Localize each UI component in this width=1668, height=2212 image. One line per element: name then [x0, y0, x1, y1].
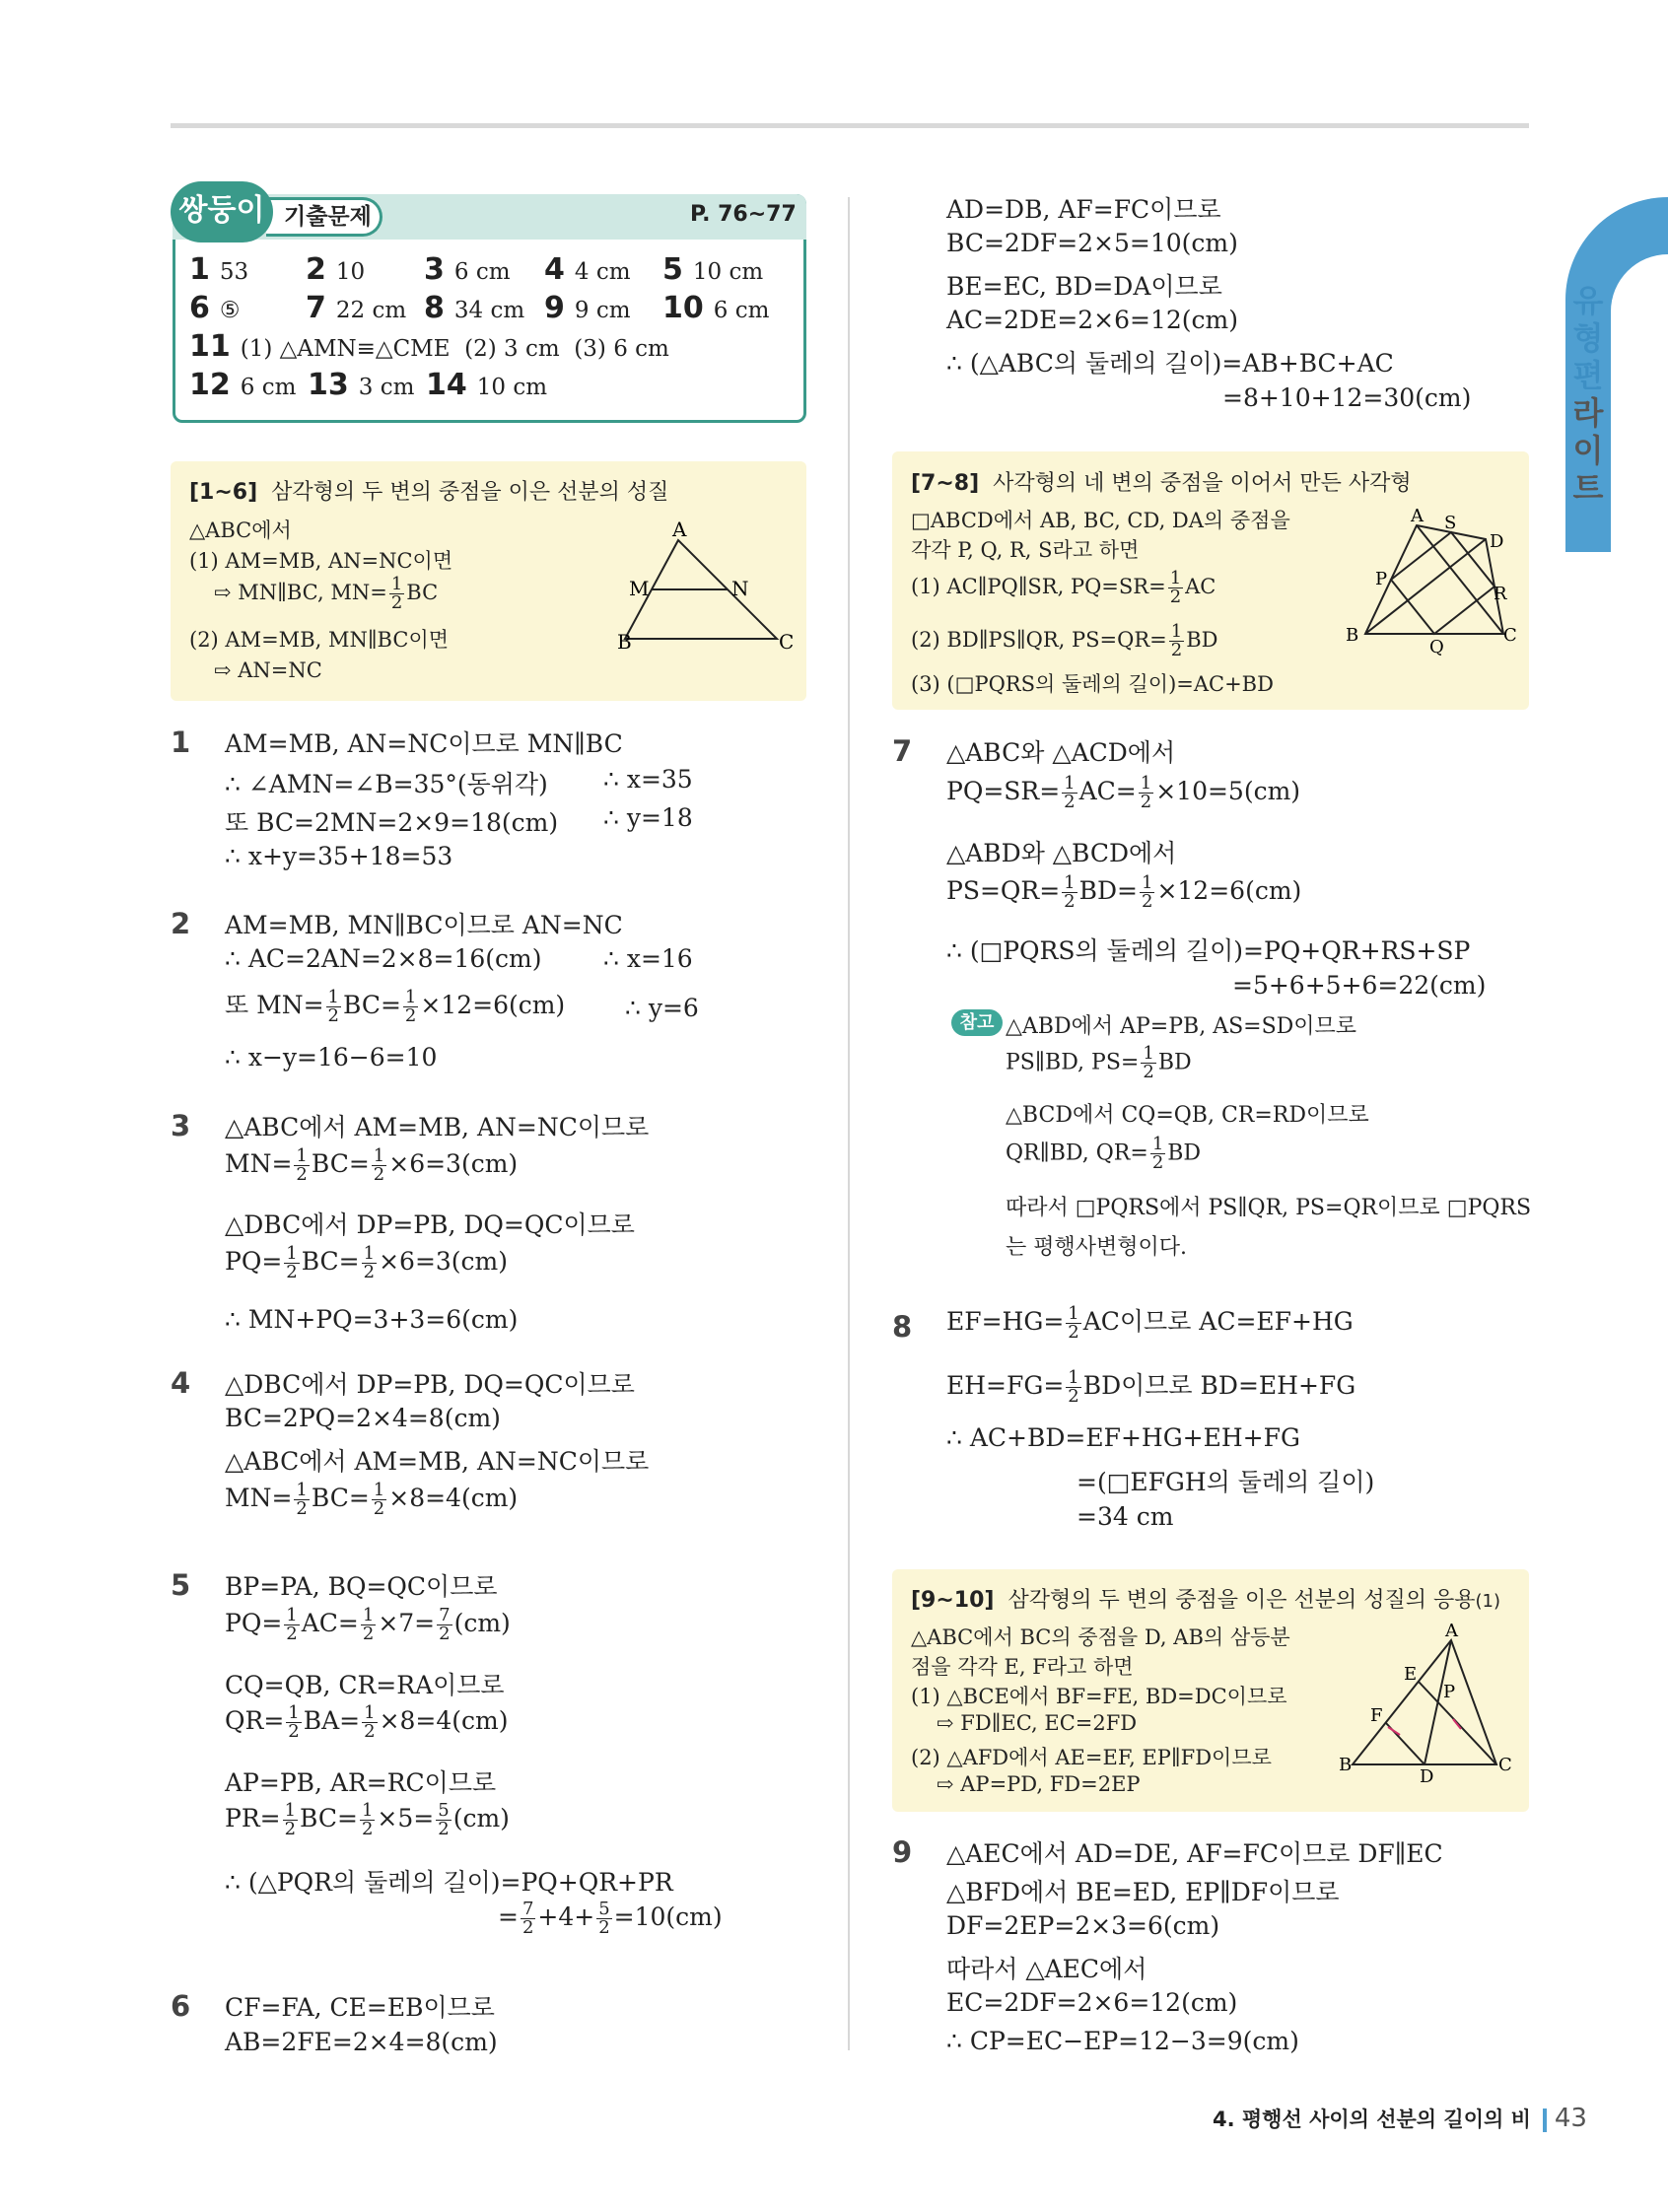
svg-text:Q: Q — [1429, 637, 1444, 657]
concept-line: ⇨ MN∥BC, MN= $\frac{1}{2}$ BC — [214, 574, 439, 613]
solution-line: △AEC에서 AD=DE, AF=FC이므로 DF∥EC — [946, 1839, 1443, 1868]
answer-row: 1 53 2 10 3 6 cm 4 4 cm 5 10 cm — [189, 252, 764, 287]
badge-label: 기출문제 — [266, 197, 382, 237]
answer-row: 12 6 cm 13 3 cm 14 10 cm — [189, 368, 548, 402]
svg-text:A: A — [1445, 1621, 1458, 1641]
svg-text:B: B — [1339, 1755, 1353, 1775]
concept-line: (1) AC∥PQ∥SR, PQ=SR= $\frac{1}{2}$ AC — [911, 568, 1216, 607]
page-range: P. 76~77 — [690, 202, 797, 227]
concept-line: 점을 각각 E, F라고 하면 — [911, 1655, 1134, 1679]
note-line: QR∥BD, QR= $\frac{1}{2}$ BD — [1006, 1134, 1202, 1173]
solution-line: PQ= $\frac{1}{2}$ AC= $\frac{1}{2}$ ×7= $\frac{7}{2}$ (cm) — [225, 1605, 511, 1644]
solution-line: △DBC에서 DP=PB, DQ=QC이므로 — [225, 1210, 635, 1239]
solution-line: DF=2EP=2×3=6(cm) — [946, 1911, 1220, 1940]
concept-line: (3) (□PQRS의 둘레의 길이)=AC+BD — [911, 672, 1274, 696]
answer-row: 6 ⑤ 7 22 cm 8 34 cm 9 9 cm 10 6 cm — [189, 291, 770, 325]
solution-line: ∴ x=35 — [603, 765, 693, 794]
solution-line: ∴ (△ABC의 둘레의 길이)=AB+BC+AC — [946, 349, 1394, 378]
svg-text:E: E — [1404, 1664, 1418, 1685]
problem-number: 6 — [171, 1989, 191, 2023]
note-line: △BCD에서 CQ=QB, CR=RD이므로 — [1006, 1103, 1369, 1128]
solution-line: △ABD와 △BCD에서 — [946, 839, 1177, 867]
solution-line: △ABC에서 AM=MB, AN=NC이므로 — [225, 1113, 650, 1141]
svg-text:A: A — [1411, 506, 1424, 526]
solution-line: PS=QR= $\frac{1}{2}$ BD= $\frac{1}{2}$ ×12=6(cm) — [946, 872, 1302, 912]
note-badge: 참고 — [951, 1009, 1003, 1036]
note-line: 는 평행사변형이다. — [1006, 1235, 1188, 1260]
solution-line: ∴ CP=EC−EP=12−3=9(cm) — [946, 2027, 1299, 2055]
solution-line: 또 MN= $\frac{1}{2}$ BC= $\frac{1}{2}$ ×12=6(cm) — [225, 987, 566, 1026]
solution-line: ∴ x=16 — [603, 944, 693, 973]
answer-row: 11 (1) △AMN≡△CME (2) 3 cm (3) 6 cm — [189, 329, 669, 364]
solution-line: BP=PA, BQ=QC이므로 — [225, 1572, 498, 1601]
solution-line: EC=2DF=2×6=12(cm) — [946, 1988, 1238, 2017]
svg-text:P: P — [1443, 1682, 1456, 1702]
svg-text:C: C — [1498, 1755, 1512, 1775]
pill-label: 쌍둥이 — [171, 181, 273, 242]
solution-line: AB=2FE=2×4=8(cm) — [225, 2028, 498, 2056]
svg-text:A: A — [672, 518, 687, 541]
top-rule — [171, 123, 1529, 128]
svg-text:S: S — [1444, 513, 1457, 533]
svg-text:D: D — [1490, 531, 1504, 552]
solution-line: MN= $\frac{1}{2}$ BC= $\frac{1}{2}$ ×6=3(cm) — [225, 1145, 519, 1185]
problem-number: 8 — [892, 1310, 913, 1344]
solution-line: AM=MB, AN=NC이므로 MN∥BC — [225, 729, 623, 758]
solution-line: = $\frac{7}{2}$ +4+ $\frac{5}{2}$ =10(cm) — [498, 1899, 723, 1938]
solution-line: ∴ (△PQR의 둘레의 길이)=PQ+QR+PR — [225, 1868, 673, 1897]
concept-line: ⇨ FD∥EC, EC=2FD — [937, 1711, 1138, 1735]
solution-line: BE=EC, BD=DA이므로 — [946, 272, 1222, 301]
concept-line: (1) △BCE에서 BF=FE, BD=DC이므로 — [911, 1685, 1287, 1708]
concept-line: △ABC에서 — [189, 518, 292, 542]
solution-line: ∴ y=6 — [625, 994, 699, 1022]
solution-line: 따라서 △AEC에서 — [946, 1955, 1147, 1983]
solution-line: MN= $\frac{1}{2}$ BC= $\frac{1}{2}$ ×8=4(cm) — [225, 1480, 519, 1519]
svg-text:D: D — [1420, 1766, 1434, 1787]
solution-line: QR= $\frac{1}{2}$ BA= $\frac{1}{2}$ ×8=4(cm) — [225, 1702, 509, 1742]
solution-line: ∴ y=18 — [603, 803, 693, 832]
concept-title: [9~10] 삼각형의 두 변의 중점을 이은 선분의 성질의 응용(1) — [911, 1588, 1500, 1613]
solution-line: =8+10+12=30(cm) — [1222, 383, 1472, 412]
page-footer — [1213, 2104, 1587, 2133]
triangle-figure-1 — [611, 513, 799, 660]
solution-line: ∴ AC=2AN=2×8=16(cm) — [225, 944, 542, 973]
svg-text:B: B — [1346, 625, 1359, 646]
solution-line: BC=2DF=2×5=10(cm) — [946, 229, 1238, 257]
solution-line: ∴ x−y=16−6=10 — [225, 1043, 438, 1071]
concept-line: △ABC에서 BC의 중점을 D, AB의 삼등분 — [911, 1625, 1290, 1649]
solution-line: AD=DB, AF=FC이므로 — [946, 195, 1221, 224]
solution-line: ∴ MN+PQ=3+3=6(cm) — [225, 1305, 519, 1334]
solution-line: =34 cm — [1077, 1502, 1174, 1531]
problem-number: 5 — [171, 1568, 191, 1602]
solution-line: △ABC와 △ACD에서 — [946, 738, 1176, 767]
concept-line: (2) △AFD에서 AE=EF, EP∥FD이므로 — [911, 1746, 1272, 1769]
note-line: 따라서 □PQRS에서 PS∥QR, PS=QR이므로 □PQRS — [1006, 1196, 1532, 1220]
concept-line: □ABCD에서 AB, BC, CD, DA의 중점을 — [911, 509, 1290, 532]
svg-text:C: C — [779, 630, 795, 654]
concept-title: [1~6] 삼각형의 두 변의 중점을 이은 선분의 성질 — [189, 480, 669, 505]
svg-text:B: B — [617, 630, 632, 654]
svg-text:P: P — [1375, 569, 1388, 589]
solution-line: △BFD에서 BE=ED, EP∥DF이므로 — [946, 1878, 1340, 1906]
solution-line: CQ=QB, CR=RA이므로 — [225, 1671, 505, 1699]
problem-number: 4 — [171, 1366, 191, 1400]
section-tab-label: 유 형 편 라 이 트 — [1572, 282, 1604, 507]
concept-line: (2) AM=MB, MN∥BC이면 — [189, 628, 450, 652]
solution-line: △ABC에서 AM=MB, AN=NC이므로 — [225, 1447, 650, 1476]
problem-number: 7 — [892, 734, 913, 768]
concept-line: 각각 P, Q, R, S라고 하면 — [911, 538, 1140, 562]
solution-line: 또 BC=2MN=2×9=18(cm) — [225, 808, 559, 837]
triangle-figure-2 — [1339, 1617, 1528, 1787]
note-line: △ABD에서 AP=PB, AS=SD이므로 — [1006, 1014, 1357, 1039]
solution-line: AM=MB, MN∥BC이므로 AN=NC — [225, 911, 623, 939]
solution-line: =(□EFGH의 둘레의 길이) — [1077, 1468, 1375, 1496]
concept-line: ⇨ AP=PD, FD=2EP — [937, 1772, 1141, 1796]
solution-line: AC=2DE=2×6=12(cm) — [946, 306, 1239, 334]
solution-line: AP=PB, AR=RC이므로 — [225, 1768, 497, 1797]
page-number: 43 — [1554, 2104, 1587, 2133]
concept-title: [7~8] 사각형의 네 변의 중점을 이어서 만든 사각형 — [911, 471, 1412, 496]
problem-number: 3 — [171, 1109, 191, 1142]
solution-line: PQ= $\frac{1}{2}$ BC= $\frac{1}{2}$ ×6=3(cm) — [225, 1243, 509, 1282]
note-line: PS∥BD, PS= $\frac{1}{2}$ BD — [1006, 1043, 1192, 1082]
svg-text:F: F — [1370, 1705, 1383, 1726]
solution-line: =5+6+5+6=22(cm) — [1232, 971, 1487, 1000]
column-divider — [848, 197, 850, 2050]
svg-text:C: C — [1503, 625, 1517, 646]
solution-line: PQ=SR= $\frac{1}{2}$ AC= $\frac{1}{2}$ ×10=5(cm) — [946, 773, 1301, 812]
solution-line: PR= $\frac{1}{2}$ BC= $\frac{1}{2}$ ×5= $\frac{5}{2}$ (cm) — [225, 1800, 510, 1839]
problem-number: 1 — [171, 726, 191, 759]
svg-text:M: M — [629, 577, 650, 600]
concept-line: ⇨ AN=NC — [214, 658, 322, 682]
solution-line: ∴ AC+BD=EF+HG+EH+FG — [946, 1423, 1300, 1452]
concept-line: (1) AM=MB, AN=NC이면 — [189, 549, 453, 573]
chapter-title: 4. 평행선 사이의 선분의 길이의 비 — [1213, 2108, 1531, 2131]
svg-text:R: R — [1494, 584, 1507, 604]
solution-line: EH=FG= $\frac{1}{2}$ BD이므로 BD=EH+FG — [946, 1367, 1356, 1407]
solution-line: BC=2PQ=2×4=8(cm) — [225, 1404, 501, 1432]
solution-line: EF=HG= $\frac{1}{2}$ AC이므로 AC=EF+HG — [946, 1303, 1354, 1343]
solution-line: ∴ (□PQRS의 둘레의 길이)=PQ+QR+RS+SP — [946, 936, 1471, 965]
solution-line: ∴ ∠AMN=∠B=35°(동위각) — [225, 770, 548, 798]
solution-line: CF=FA, CE=EB이므로 — [225, 1993, 495, 2022]
solution-line: ∴ x+y=35+18=53 — [225, 842, 453, 870]
problem-number: 9 — [892, 1835, 913, 1869]
solution-line: △DBC에서 DP=PB, DQ=QC이므로 — [225, 1370, 635, 1399]
quadrilateral-figure — [1336, 498, 1523, 656]
concept-line: (2) BD∥PS∥QR, PS=QR= $\frac{1}{2}$ BD — [911, 621, 1218, 660]
problem-number: 2 — [171, 907, 191, 940]
svg-text:N: N — [731, 577, 749, 600]
